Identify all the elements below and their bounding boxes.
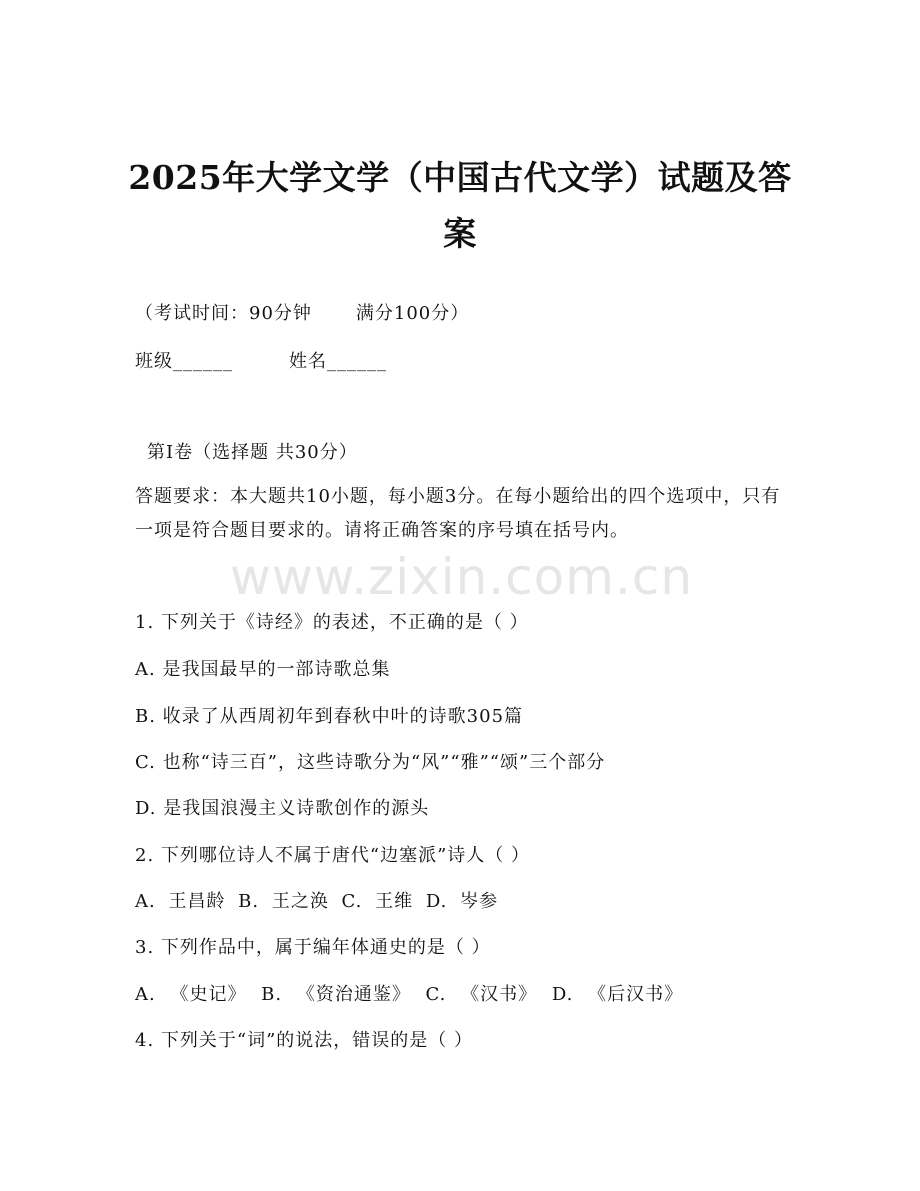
question-3-options: A. 《史记》 B. 《资治通鉴》 C. 《汉书》 D. 《后汉书》 (135, 984, 684, 1005)
section-heading: 第I卷（选择题 共30分） (147, 442, 358, 463)
instructions: 答题要求：本大题共10小题，每小题3分。在每小题给出的四个选项中，只有一项是符合题目要求的。请将正确答案的序号填在括号内。 (135, 486, 781, 541)
title-line-1: 2025年大学文学（中国古代文学）试题及答 (128, 158, 792, 197)
question-1-option-c: C. 也称“诗三百”，这些诗歌分为“风”“雅”“颂”三个部分 (135, 752, 606, 773)
question-1-option-a: A. 是我国最早的一部诗歌总集 (135, 659, 391, 680)
exam-time: （考试时间：90分钟 (135, 303, 312, 324)
question-4-stem: 4. 下列关于“词”的说法，错误的是（ ） (135, 1030, 474, 1051)
question-1-stem: 1. 下列关于《诗经》的表述，不正确的是（ ） (135, 612, 529, 633)
exam-score: 满分100分） (355, 303, 470, 324)
watermark: www.zixin.com.cn (230, 548, 694, 606)
document-title (110, 150, 810, 262)
question-1-option-d: D. 是我国浪漫主义诗歌创作的源头 (135, 798, 430, 819)
question-2-options: A. 王昌龄 B. 王之涣 C. 王维 D. 岑参 (135, 891, 499, 912)
class-field: 班级______ (135, 351, 233, 372)
question-1-option-b: B. 收录了从西周初年到春秋中叶的诗歌305篇 (135, 706, 524, 727)
question-3-stem: 3. 下列作品中，属于编年体通史的是（ ） (135, 937, 491, 958)
student-info (135, 350, 387, 374)
title-line-2: 案 (443, 214, 477, 253)
question-2-stem: 2. 下列哪位诗人不属于唐代“边塞派”诗人（ ） (135, 845, 531, 866)
exam-info (135, 302, 469, 326)
name-field: 姓名______ (289, 351, 387, 372)
